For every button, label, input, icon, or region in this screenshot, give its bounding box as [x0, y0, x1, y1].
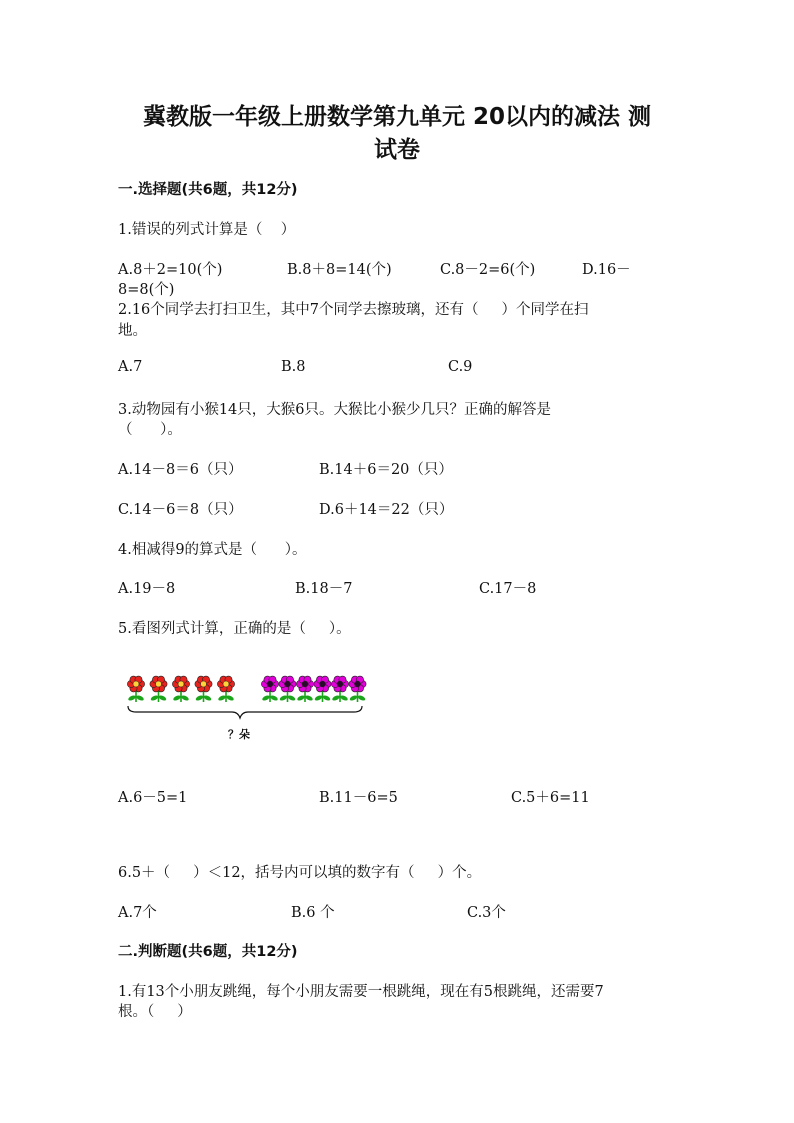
red-flower-icon: [195, 676, 212, 702]
red-flower-icon: [172, 676, 189, 702]
q5-option-c: C.5＋6=11: [511, 790, 590, 806]
pink-flower-icon: [296, 676, 313, 702]
pink-flowers-group: [261, 676, 366, 702]
pink-flower-icon: [349, 676, 366, 702]
judge-1-stem-cont: 根。（ ）: [118, 1004, 192, 1020]
flower-figure: [122, 672, 372, 744]
section-heading-judge: 二.判断题(共6题，共12分): [118, 944, 298, 960]
question-6-stem: 6.5＋（ ）＜12，括号内可以填的数字有（ ）个。: [118, 865, 482, 881]
q3-option-c: C.14－6＝8（只）: [118, 502, 243, 518]
red-flower-icon: [127, 676, 144, 702]
q1-option-d: D.16－: [582, 262, 631, 278]
question-3-stem-cont: （ ）。: [118, 422, 182, 438]
q4-option-b: B.18－7: [295, 581, 353, 597]
red-flowers-group: [127, 676, 234, 702]
red-flower-icon: [217, 676, 234, 702]
q1-option-c: C.8－2=6(个): [440, 262, 536, 278]
question-2-stem: 2.16个同学去打扫卫生，其中7个同学去擦玻璃，还有（ ）个同学在扫: [118, 302, 589, 318]
page-title-line1: 冀教版一年级上册数学第九单元 20以内的减法 测: [142, 104, 652, 130]
q4-option-c: C.17－8: [479, 581, 537, 597]
pink-flower-icon: [279, 676, 296, 702]
pink-flower-icon: [314, 676, 331, 702]
pink-flower-icon: [261, 676, 278, 702]
q1-option-d-cont: 8=8(个): [118, 282, 175, 298]
q6-option-c: C.3个: [467, 905, 506, 921]
q4-option-a: A.19－8: [118, 581, 176, 597]
figure-question-label: ？朵: [228, 728, 250, 741]
section-heading-choice: 一.选择题(共6题，共12分): [118, 182, 298, 198]
question-5-stem: 5.看图列式计算，正确的是（ ）。: [118, 621, 351, 637]
red-flower-icon: [150, 676, 167, 702]
q3-option-d: D.6＋14＝22（只）: [319, 502, 454, 518]
q6-option-a: A.7个: [118, 905, 157, 921]
q1-option-b: B.8＋8=14(个): [287, 262, 392, 278]
question-2-stem-cont: 地。: [118, 323, 147, 339]
q1-option-a: A.8＋2=10(个): [118, 262, 223, 278]
question-3-stem: 3.动物园有小猴14只，大猴6只。大猴比小猴少几只？正确的解答是: [118, 402, 552, 418]
q5-option-b: B.11－6=5: [319, 790, 398, 806]
q5-option-a: A.6－5=1: [118, 790, 188, 806]
q3-option-b: B.14＋6＝20（只）: [319, 462, 453, 478]
page-title-line2: 试卷: [374, 137, 420, 163]
q6-option-b: B.6 个: [291, 905, 335, 921]
q3-option-a: A.14－8＝6（只）: [118, 462, 243, 478]
q2-option-b: B.8: [281, 359, 306, 375]
judge-1-stem: 1.有13个小朋友跳绳，每个小朋友需要一根跳绳，现在有5根跳绳，还需要7: [118, 984, 604, 1000]
q2-option-a: A.7: [118, 359, 143, 375]
brace-icon: [128, 706, 362, 718]
pink-flower-icon: [331, 676, 348, 702]
question-1-stem: 1.错误的列式计算是（ ）: [118, 222, 296, 238]
question-4-stem: 4.相减得9的算式是（ ）。: [118, 542, 307, 558]
q2-option-c: C.9: [448, 359, 473, 375]
